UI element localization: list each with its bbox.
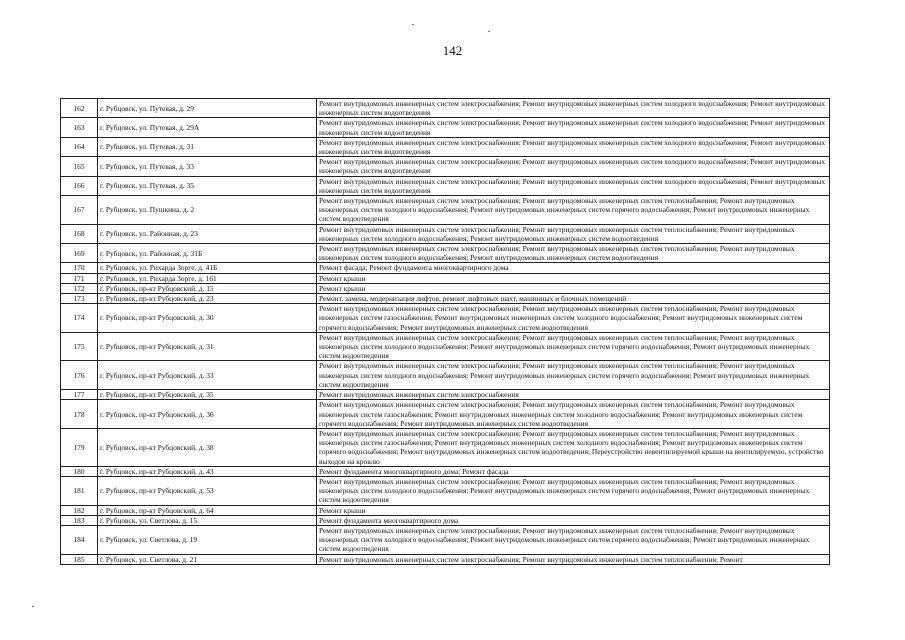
row-works: Ремонт внутридомовых инженерных систем электроснабжения; Ремонт внутридомовых инженерных систем холодного водоснабжения; Ремонт внутридомовых инженерных систем водоотведения [317, 157, 830, 176]
row-number: 182 [61, 505, 98, 515]
row-address: г. Рубцовск, пр-кт Рубцовский, д. 33 [98, 361, 317, 390]
row-works: Ремонт крыши [317, 505, 830, 515]
row-number: 168 [61, 224, 98, 243]
row-number: 175 [61, 332, 98, 361]
row-works: Ремонт фасада; Ремонт фундамента многоквартирного дома [317, 263, 830, 273]
scan-speck [488, 31, 490, 32]
row-number: 184 [61, 525, 98, 554]
row-address: г. Рубцовск, ул. Путевая, д. 29 [98, 99, 317, 118]
row-number: 173 [61, 294, 98, 304]
row-number: 167 [61, 196, 98, 225]
row-number: 172 [61, 283, 98, 293]
row-address: г. Рубцовск, пр-кт Рубцовский, д. 36 [98, 400, 317, 429]
row-address: г. Рубцовск, пр-кт Рубцовский, д. 15 [98, 283, 317, 293]
row-works: Ремонт внутридомовых инженерных систем электроснабжения; Ремонт внутридомовых инженерных систем теплоснабжения; Ремонт внутридомовых инженерных систем холодного водоснабжения; Ремонт внутридомовых инженерных систем горячего водоснабжения; Ремонт внутридомовых инженерных систем водоотведения [317, 196, 830, 225]
row-address: г. Рубцовск, ул. Путевая, д. 31 [98, 137, 317, 156]
row-works: Ремонт внутридомовых инженерных систем электроснабжения; Ремонт внутридомовых инженерных систем теплоснабжения; Ремонт внутридомовых инженерных систем газоснабжения; Ремонт внутридомовых инженерных систем холодного водоснабжения; Ремонт внутридомовых инженерных систем горячего водоснабжения; Ремонт внутридомовых инженерных систем водоотведения; Переустройство невентилируемой крыши на вентилируемую, устройство выходов на кровлю [317, 428, 830, 466]
table-row [61, 137, 830, 156]
row-address: г. Рубцовск, пр-кт Рубцовский, д. 43 [98, 466, 317, 476]
row-works: Ремонт внутридомовых инженерных систем электроснабжения; Ремонт внутридомовых инженерных систем холодного водоснабжения; Ремонт внутридомовых инженерных систем водоотведения [317, 99, 830, 118]
table-row [61, 99, 830, 118]
table-row [61, 390, 830, 400]
row-address: г. Рубцовск, пр-кт Рубцовский, д. 35 [98, 390, 317, 400]
table-row [61, 332, 830, 361]
scan-speck [32, 606, 34, 607]
row-works: Ремонт внутридомовых инженерных систем электроснабжения; Ремонт внутридомовых инженерных систем теплоснабжения; Ремонт внутридомовых инженерных систем холодного водоснабжения; Ремонт внутридомовых инженерных систем горячего водоснабжения; Ремонт внутридомовых инженерных систем водоотведения [317, 525, 830, 554]
row-address: г. Рубцовск, ул. Светлова, д. 21 [98, 554, 317, 564]
table-row [61, 294, 830, 304]
table-row [61, 428, 830, 466]
registry-body [61, 99, 830, 565]
row-address: г. Рубцовск, пр-кт Рубцовский, д. 23 [98, 294, 317, 304]
row-number: 163 [61, 118, 98, 137]
row-works: Ремонт фундамента многоквартирного дома; Ремонт фасада [317, 466, 830, 476]
row-works: Ремонт внутридомовых инженерных систем электроснабжения; Ремонт внутридомовых инженерных систем теплоснабжения; Ремонт внутридомовых инженерных систем холодного водоснабжения; Ремонт внутридомовых инженерных систем водоотведения [317, 244, 830, 263]
table-row [61, 505, 830, 515]
row-address: г. Рубцовск, ул. Светлова, д. 15 [98, 515, 317, 525]
table-row [61, 273, 830, 283]
row-address: г. Рубцовск, ул. Пушкина, д. 2 [98, 196, 317, 225]
row-number: 181 [61, 476, 98, 505]
row-number: 164 [61, 137, 98, 156]
row-address: г. Рубцовск, пр-кт Рубцовский, д. 64 [98, 505, 317, 515]
row-works: Ремонт внутридомовых инженерных систем электроснабжения; Ремонт внутридомовых инженерных систем теплоснабжения; Ремонт внутридомовых инженерных систем газоснабжения; Ремонт внутридомовых инженерных систем холодного водоснабжения; Ремонт внутридомовых инженерных систем горячего водоснабжения; Ремонт внутридомовых инженерных систем водоотведения [317, 400, 830, 429]
row-address: г. Рубцовск, ул. Путевая, д. 29А [98, 118, 317, 137]
table-row [61, 515, 830, 525]
row-number: 169 [61, 244, 98, 263]
row-address: г. Рубцовск, пр-кт Рубцовский, д. 30 [98, 304, 317, 333]
row-number: 174 [61, 304, 98, 333]
row-works: Ремонт внутридомовых инженерных систем электроснабжения; Ремонт внутридомовых инженерных систем теплоснабжения; Ремонт внутридомовых инженерных систем холодного водоснабжения; Ремонт внутридомовых инженерных систем горячего водоснабжения; Ремонт внутридомовых инженерных систем водоотведения [317, 332, 830, 361]
row-works: Ремонт внутридомовых инженерных систем электроснабжения; Ремонт внутридомовых инженерных систем холодного водоснабжения; Ремонт внутридомовых инженерных систем водоотведения [317, 118, 830, 137]
row-address: г. Рубцовск, пр-кт Рубцовский, д. 38 [98, 428, 317, 466]
table-row [61, 176, 830, 195]
row-number: 177 [61, 390, 98, 400]
row-works: Ремонт внутридомовых инженерных систем электроснабжения; Ремонт внутридомовых инженерных систем холодного водоснабжения; Ремонт внутридомовых инженерных систем водоотведения [317, 137, 830, 156]
table-row [61, 224, 830, 243]
row-address: г. Рубцовск, ул. Светлова, д. 19 [98, 525, 317, 554]
row-number: 183 [61, 515, 98, 525]
row-works: Ремонт крыши [317, 283, 830, 293]
row-address: г. Рубцовск, ул. Районная, д. 23 [98, 224, 317, 243]
table-row [61, 283, 830, 293]
row-number: 162 [61, 99, 98, 118]
row-works: Ремонт внутридомовых инженерных систем электроснабжения; Ремонт внутридомовых инженерных систем теплоснабжения; Ремонт внутридомовых инженерных систем холодного водоснабжения; Ремонт внутридомовых инженерных систем горячего водоснабжения; Ремонт внутридомовых инженерных систем водоотведения [317, 476, 830, 505]
row-number: 185 [61, 554, 98, 564]
row-address: г. Рубцовск, пр-кт Рубцовский, д. 53 [98, 476, 317, 505]
row-number: 176 [61, 361, 98, 390]
row-address: г. Рубцовск, ул. Рихарда Зорге, д. 41Б [98, 263, 317, 273]
row-works: Ремонт внутридомовых инженерных систем электроснабжения [317, 390, 830, 400]
table-row [61, 118, 830, 137]
row-works: Ремонт внутридомовых инженерных систем электроснабжения; Ремонт внутридомовых инженерных систем теплоснабжения; Ремонт внутридомовых инженерных систем холодного водоснабжения; Ремонт внутридомовых инженерных систем водоотведения [317, 224, 830, 243]
page-number: 142 [442, 43, 463, 58]
table-row [61, 361, 830, 390]
row-number: 179 [61, 428, 98, 466]
table-row [61, 196, 830, 225]
table-row [61, 554, 830, 564]
row-number: 165 [61, 157, 98, 176]
row-number: 171 [61, 273, 98, 283]
table-row [61, 400, 830, 429]
row-works: Ремонт, замена, модернизация лифтов, ремонт лифтовых шахт, машинных и блочных помещений [317, 294, 830, 304]
row-works: Ремонт внутридомовых инженерных систем электроснабжения; Ремонт внутридомовых инженерных систем холодного водоснабжения; Ремонт внутридомовых инженерных систем водоотведения [317, 176, 830, 195]
row-address: г. Рубцовск, ул. Путевая, д. 33 [98, 157, 317, 176]
row-address: г. Рубцовск, ул. Рихарда Зорге, д. 161 [98, 273, 317, 283]
row-number: 180 [61, 466, 98, 476]
scan-speck [412, 24, 414, 25]
row-works: Ремонт внутридомовых инженерных систем электроснабжения; Ремонт внутридомовых инженерных систем теплоснабжения; Ремонт внутридомовых инженерных систем холодного водоснабжения; Ремонт внутридомовых инженерных систем горячего водоснабжения; Ремонт внутридомовых инженерных систем водоотведения [317, 361, 830, 390]
table-row [61, 304, 830, 333]
row-works: Ремонт внутридомовых инженерных систем электроснабжения; Ремонт внутридомовых инженерных систем теплоснабжения; Ремонт внутридомовых инженерных систем газоснабжения; Ремонт внутридомовых инженерных систем холодного водоснабжения; Ремонт внутридомовых инженерных систем горячего водоснабжения; Ремонт внутридомовых инженерных систем водоотведения [317, 304, 830, 333]
row-address: г. Рубцовск, пр-кт Рубцовский, д. 31 [98, 332, 317, 361]
row-number: 166 [61, 176, 98, 195]
row-address: г. Рубцовск, ул. Районная, д. 31Б [98, 244, 317, 263]
row-works: Ремонт фундамента многоквартирного дома [317, 515, 830, 525]
row-number: 178 [61, 400, 98, 429]
table-row [61, 244, 830, 263]
row-works: Ремонт внутридомовых инженерных систем электроснабжения; Ремонт внутридомовых инженерных систем теплоснабжения; Ремонт [317, 554, 830, 564]
row-number: 170 [61, 263, 98, 273]
table-row [61, 263, 830, 273]
table-row [61, 476, 830, 505]
row-address: г. Рубцовск, ул. Путевая, д. 35 [98, 176, 317, 195]
repair-registry-table [60, 98, 830, 565]
table-row [61, 525, 830, 554]
table-row [61, 157, 830, 176]
table-row [61, 466, 830, 476]
row-works: Ремонт крыши [317, 273, 830, 283]
